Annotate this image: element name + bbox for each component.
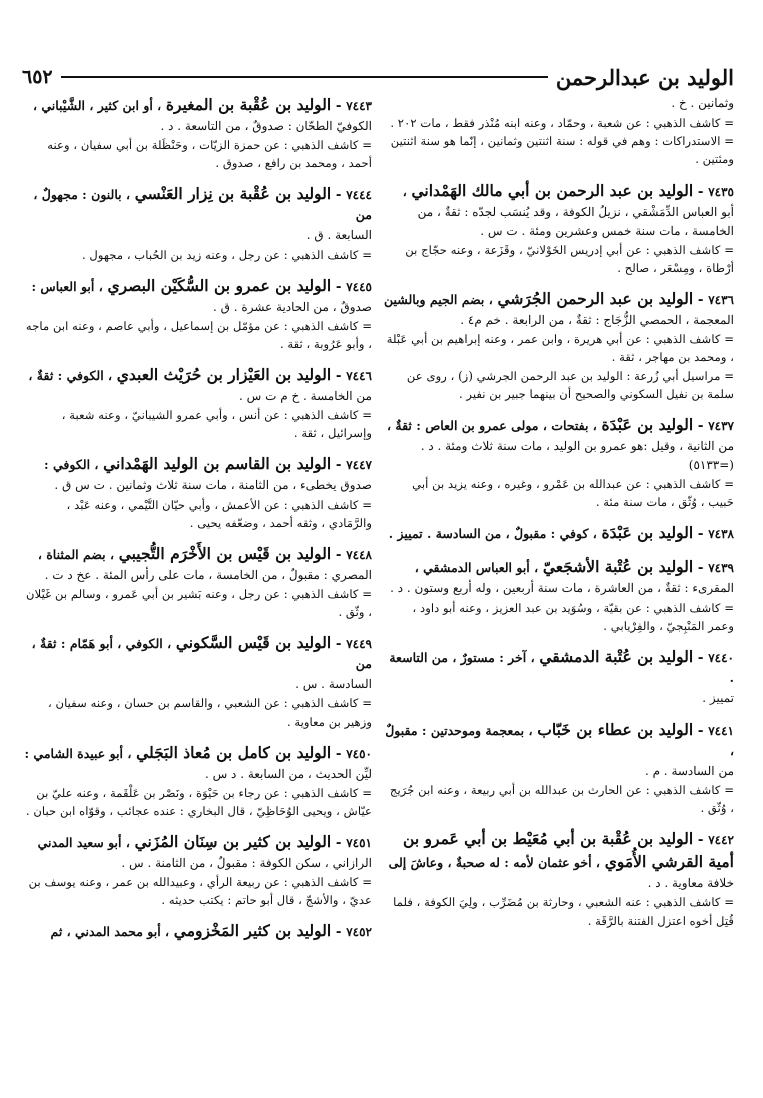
- note-text: كاشف الذهبي : عن حمزة الزيّات ، وحَنْظَلة بن أبي سفيان ، وعنه أحمد ، ومحمد بن رافع ، صدوق .: [47, 138, 372, 171]
- entry-heading: ٧٤٤٩ - الوليد بن قَيْس السَّكوني ، الكوفي ، أبو هَمّام : ثقةٌ ، من: [31, 633, 372, 672]
- note-bullet: =: [358, 696, 372, 711]
- entry-heading: ٧٤٤٢ - الوليد بن عُقْبة بن أبي مُعَيْط بن أبي عَمرو بن أمية القرشي الأُمَوي ، أخو عثمان لأمه : له صحبةٌ ، وعاشَ إلى: [388, 829, 734, 872]
- entry-name: الوليد بن كامل بن مُعاذ البَجَلي: [136, 742, 332, 762]
- entry-number: ٧٤٤٨: [346, 547, 372, 562]
- running-title: الوليد بن عبدالرحمن: [555, 64, 734, 90]
- entry-suffix: ، بضم الجيم وبالشين: [384, 292, 493, 308]
- entry-1: [384, 288, 734, 403]
- entry-number: ٧٤٣٧: [708, 418, 734, 433]
- istidrak-text: الاستدراكات : وهم في قوله : سنة اثنتين وثمانين ، إنّما هو سنة اثنتين ومئتين .: [390, 134, 734, 167]
- kashif-text: كاشف الذهبي : عن شعبة ، وحمّاد ، وعنه ابنه مُنْذر فقط ، مات ٢٠٢ .: [390, 116, 721, 131]
- entry-suffix: ، أو ابن كثير ، الشَّيْباني ،: [32, 98, 162, 113]
- entry-text: الرازاني ، سكن الكوفة : مقبولٌ ، من الثامنة . س .: [121, 856, 372, 871]
- note-bullet: =: [720, 332, 734, 347]
- entry-heading: ٧٤٤١ - الوليد بن عطاء بن خَبّاب ، بمعجمة وموحدتين : مقبولٌ ،: [385, 719, 734, 758]
- entry-number: ٧٤٤١: [708, 723, 734, 738]
- istidrak-note: [384, 132, 734, 168]
- entry-heading: ٧٤٤٧ - الوليد بن القاسم بن الوليد الهَمْداني ، الكوفي :: [44, 454, 372, 474]
- entry-heading: ٧٤٣٧ - الوليد بن عَبْدَة ، بفتحات ، مولى عمرو بن العاص : ثقةٌ ،: [386, 414, 734, 434]
- note-text: كاشف الذهبي : عن رجاء بن حَيْوَة ، ونَصْر بن عَلْقَمة ، وعنه عليّ بن عيّاش ، ويحيى الوُحَاظِيّ ، قال البخاري : عنده عجائب ، وقوّاه ابن حبان .: [25, 785, 372, 818]
- entry-suffix: ، أبو سعيد المدني: [37, 835, 130, 851]
- entry-note: [384, 367, 734, 403]
- page-number: ٦٥٢: [22, 66, 53, 88]
- note-bullet: =: [358, 785, 372, 800]
- note-bullet: =: [358, 587, 372, 602]
- entry-name: الوليد بن عُتْبة الدمشقي: [539, 646, 694, 666]
- entry-text: أبو العباس الدِّمَشْقي ، نزيلُ الكوفة ، وقد يُنسَب لجدّه : ثقةٌ ، من الخامسة ، مات سنة خمس وعشرين ومئة . ت س .: [417, 204, 734, 238]
- entry-name: الوليد بن قَيْس بن الأَخْرَم التُّجيبي: [118, 543, 332, 563]
- entry-suffix: ، أبو عبيدة الشامي :: [24, 745, 132, 761]
- entry-suffix: ، آخر : مستورٌ ، من التاسعة .: [389, 649, 734, 685]
- entry-suffix: ، بالنون : مجهولٌ ، من: [33, 187, 372, 223]
- note-text: كاشف الذهبي : عن رجل ، وعنه زيد بن الحُباب ، مجهول .: [81, 247, 359, 262]
- entry-name: الوليد بن عبد الرحمن بن أبي مالك الهَمْداني: [411, 180, 694, 200]
- entry-number: ٧٤٤٢: [708, 833, 734, 848]
- entry-note: [384, 893, 734, 929]
- entry-suffix: ، بضم المثناة ،: [37, 546, 114, 562]
- note-bullet: =: [358, 497, 372, 512]
- entry-text: صدوقٌ ، من الحادية عشرة . ق .: [213, 299, 372, 314]
- entry-2: [384, 414, 734, 512]
- note-text: كاشف الذهبي : عن أبي إدريس الخَوْلانيّ ، وقَزَعة ، وعنه حجّاج بن أرْطاة ، ومِسْعَر ، صالح .: [405, 242, 734, 276]
- entry-name: الوليد بن عَبْدَة: [601, 414, 694, 434]
- entry-4: [22, 453, 372, 531]
- entry-suffix: ، بفتحات ، مولى عمرو بن العاص : ثقةٌ ،: [386, 417, 597, 433]
- entry-0: [384, 180, 734, 278]
- header-rule: [61, 76, 548, 78]
- entry-text: خلافة معاوية . د .: [647, 876, 734, 891]
- note-text: كاشف الذهبي : عن أنس ، وأبي عمرو الشيبانيّ ، وعنه شعبة ، وإسرائيل ، ثقة .: [61, 408, 372, 441]
- entry-name: الوليد بن عَبْدَة: [601, 523, 694, 543]
- note-bullet: =: [720, 134, 734, 149]
- entry-suffix: ، أبو العباس :: [31, 278, 103, 294]
- entry-8: [22, 831, 372, 909]
- entry-heading: ٧٤٣٨ - الوليد بن عَبْدَة ، كوفي : مقبولٌ ، من السادسة . تمييز .: [388, 523, 734, 543]
- entry-note: [384, 475, 734, 511]
- entry-number: ٧٤٣٦: [708, 293, 734, 308]
- text-columns: [22, 94, 734, 1090]
- entry-suffix: ، بمعجمة وموحدتين : مقبولٌ ،: [385, 722, 734, 758]
- entry-note: [22, 873, 372, 909]
- entry-name: الوليد بن كثير بن سِنَان المُزَني: [134, 832, 332, 852]
- note-text: مراسيل أبي زُرعة : الوليد بن عبد الرحمن الجرشي (ز) ، روى عن سلمة بن نفيل السكوني والصحيح أن بينهما جبير بن نفير .: [406, 368, 734, 401]
- note-text: كاشف الذهبي : عن أبي هريرة ، وابن عمر ، وعنه إبراهيم بن أبي عَبْلة ، ومحمد بن مهاجر ، ثقة .: [386, 332, 734, 365]
- entry-name: الوليد بن القاسم بن الوليد الهَمْداني: [103, 454, 332, 474]
- entry-number: ٧٤٤٣: [346, 99, 372, 113]
- entry-note: [22, 585, 372, 621]
- continuation-line: وثمانين . خ .: [671, 96, 734, 110]
- entry-6: [384, 719, 734, 817]
- note-bullet: =: [720, 116, 734, 131]
- note-text: كاشف الذهبي : عن الحارث بن عبدالله بن أبي ربيعة ، وعنه ابن جُرَيج ، وُثّق .: [389, 783, 734, 816]
- entry-0: [22, 94, 372, 172]
- entry-text: السابعة . ق .: [306, 228, 372, 243]
- entry-7: [22, 742, 372, 820]
- note-text: كاشف الذهبي : عن ربيعة الرأي ، وعبيدالله بن عمر ، وعنه يوسف بن عديّ ، والأشجّ ، قال أبو حاتم : يكتب حديثه .: [28, 875, 372, 908]
- note-text: كاشف الذهبي : عن الشعبي ، والقاسم بن حسان ، وعنه سفيان ، وزهير بن معاوية .: [48, 696, 372, 729]
- entry-note: [384, 330, 734, 366]
- entry-heading: ٧٤٤٦ - الوليد بن العَيْزار بن حُرَيْث العبدي ، الكوفي : ثقةٌ ،: [28, 365, 372, 385]
- entry-number: ٧٤٤٥: [346, 279, 372, 294]
- entry-name: الوليد بن عُتْبة الأشجَعيّ: [542, 557, 694, 577]
- entry-note: [384, 781, 734, 817]
- note-bullet: =: [720, 368, 734, 383]
- entry-suffix: ، أبو محمد المدني ، ثم: [50, 924, 170, 940]
- entry-heading: ٧٤٤٣ - الوليد بن عُقْبة بن المغيرة ، أو ابن كثير ، الشَّيْباني ،: [32, 95, 372, 114]
- entry-name: الوليد بن عطاء بن خَبّاب: [537, 719, 694, 739]
- entry-text: الكوفيّ الطحّان : صدوقٌ ، من التاسعة . د .: [160, 118, 372, 133]
- entry-heading: ٧٤٣٦ - الوليد بن عبد الرحمن الجُرَشي ، بضم الجيم وبالشين: [384, 289, 734, 309]
- entry-text: تمييز .: [702, 690, 734, 705]
- entry-number: ٧٤٤٦: [346, 369, 372, 384]
- entry-suffix: ، أبو العباس الدمشقي ،: [414, 560, 539, 576]
- note-bullet: =: [720, 477, 734, 492]
- entry-heading: ٧٤٣٥ - الوليد بن عبد الرحمن بن أبي مالك الهَمْداني ،: [402, 180, 734, 200]
- entry-note: [22, 136, 372, 172]
- entry-1: [22, 183, 372, 263]
- note-bullet: =: [720, 783, 734, 798]
- entry-note: [22, 496, 372, 532]
- entry-name: الوليد بن كثير المَخْزومي: [173, 921, 332, 941]
- entry-5: [22, 543, 372, 621]
- note-bullet: =: [358, 318, 372, 333]
- entry-suffix: ، كوفي : مقبولٌ ، من السادسة . تمييز .: [388, 526, 597, 542]
- entry-text: صدوق يخطىء ، من الثامنة ، مات سنة ثلاث وثمانين . ت س ق .: [54, 478, 372, 493]
- entry-suffix: ، الكوفي : ثقةٌ ،: [28, 368, 113, 384]
- entry-name: الوليد بن عُقْبة بن المغيرة: [165, 95, 332, 114]
- note-bullet: =: [720, 600, 734, 615]
- entry-note: [22, 406, 372, 442]
- entry-2: [22, 275, 372, 353]
- continuation-block: [384, 94, 734, 169]
- entry-name: الوليد بن عبد الرحمن الجُرَشي: [497, 289, 694, 309]
- entry-number: ٧٤٥٢: [346, 925, 372, 940]
- kashif-note: [384, 114, 734, 132]
- entry-number: ٧٤٥٠: [346, 746, 372, 761]
- entry-note: [22, 317, 372, 353]
- entry-heading: ٧٤٥١ - الوليد بن كثير بن سِنَان المُزَني ، أبو سعيد المدني: [37, 832, 372, 852]
- note-text: كاشف الذهبي : عنه الشعبي ، وحارثة بن مُضَرِّب ، ولِيَ الكوفة ، فلما قُتِل أخوه اعتزل الفتنة بالرَّقَة .: [393, 895, 734, 928]
- note-bullet: =: [358, 408, 372, 423]
- entry-name: الوليد بن عمرو بن السُّكَيْن البصري: [107, 275, 332, 295]
- entry-9: [22, 920, 372, 943]
- entry-note: [384, 241, 734, 277]
- entry-text: من الخامسة . خ م ت س .: [239, 389, 372, 404]
- entry-text: من الثانية ، وقيل :هو عمرو بن الوليد ، مات سنة ثلاث ومئة . د . (=٥١٣٣): [420, 438, 734, 472]
- entry-number: ٧٤٤٩: [346, 637, 372, 652]
- entry-number: ٧٤٥١: [346, 836, 372, 851]
- entry-heading: ٧٤٥٠ - الوليد بن كامل بن مُعاذ البَجَلي ، أبو عبيدة الشامي :: [24, 742, 372, 762]
- entry-note: [22, 784, 372, 820]
- entry-text: المقرىء : ثقةٌ ، من العاشرة ، مات سنة أربعين ، وله أربع وستون . د .: [390, 581, 734, 596]
- entry-suffix: ،: [402, 183, 407, 199]
- right-column: [384, 94, 734, 1090]
- entry-3: [22, 364, 372, 442]
- entry-name: الوليد بن قَيْس السَّكوني: [175, 633, 332, 653]
- entry-text: ليِّن الحديث ، من السابعة . د س .: [204, 766, 372, 781]
- page-header: [22, 62, 734, 92]
- entry-heading: ٧٤٤٨ - الوليد بن قَيْس بن الأَخْرَم التُّجيبي ، بضم المثناة ،: [37, 543, 372, 563]
- note-text: كاشف الذهبي : عن مؤمّل بن إسماعيل ، وأبي عاصم ، وعنه ابن ماجه ، وأبو عَرُوبة ، ثقة .: [25, 318, 372, 351]
- entry-number: ٧٤٣٩: [708, 561, 734, 576]
- entry-number: ٧٤٣٥: [708, 184, 734, 199]
- entry-number: ٧٤٤٧: [346, 458, 372, 473]
- entry-suffix: ، الكوفي :: [44, 457, 99, 473]
- note-bullet: =: [358, 138, 372, 153]
- entry-number: ٧٤٤٤: [346, 188, 372, 203]
- note-bullet: =: [720, 242, 734, 257]
- note-bullet: =: [358, 875, 372, 890]
- note-text: كاشف الذهبي : عن رجل ، وعنه بَشير بن أبي عَمرو ، وسالم بن غَيْلان ، وثّق .: [26, 587, 372, 620]
- entry-heading: ٧٤٥٢ - الوليد بن كثير المَخْزومي ، أبو محمد المدني ، ثم: [50, 921, 372, 941]
- entry-name: الوليد بن عُقْبة بن أبي مُعَيْط بن أبي عَمرو بن أمية القرشي الأُمَوي: [403, 829, 734, 872]
- entry-text: السادسة . س .: [295, 677, 372, 692]
- entry-heading: ٧٤٤٠ - الوليد بن عُتْبة الدمشقي ، آخر : مستورٌ ، من التاسعة .: [389, 646, 734, 685]
- entry-7: [384, 828, 734, 929]
- entry-5: [384, 646, 734, 708]
- entry-heading: ٧٤٤٥ - الوليد بن عمرو بن السُّكَيْن البصري ، أبو العباس :: [31, 275, 372, 295]
- entry-number: ٧٤٣٨: [708, 527, 734, 542]
- entry-name: الوليد بن العَيْزار بن حُرَيْث العبدي: [116, 365, 332, 385]
- note-bullet: =: [720, 895, 734, 910]
- left-column: [22, 94, 372, 1090]
- entry-name: الوليد بن عُقْبة بن نِزار العَنْسي: [134, 184, 332, 204]
- entry-note: [22, 246, 372, 264]
- entry-suffix: ، أخو عثمان لأمه : له صحبةٌ ، وعاشَ إلى: [388, 855, 600, 871]
- note-text: كاشف الذهبي : عن عبدالله بن عَمْرو ، وغيره ، وعنه يزيد بن أبي حَبيب ، وُثّق ، مات سنة مئة .: [412, 477, 734, 510]
- entry-heading: ٧٤٣٩ - الوليد بن عُتْبة الأشجَعيّ ، أبو العباس الدمشقي ،: [414, 557, 734, 577]
- note-text: كاشف الذهبي : عن الأعمش ، وأبي حيّان التَّيْمي ، وعنه عَبْد ، والرَّمَادي ، وثقه أحمد ، وضعّفه يحيى .: [66, 497, 372, 530]
- entry-suffix: ، الكوفي ، أبو هَمّام : ثقةٌ ، من: [31, 636, 372, 672]
- entry-heading: ٧٤٤٤ - الوليد بن عُقْبة بن نِزار العَنْسي ، بالنون : مجهولٌ ، من: [33, 184, 372, 223]
- book-page: [22, 50, 734, 1090]
- entry-number: ٧٤٤٠: [708, 650, 734, 665]
- note-bullet: =: [358, 247, 372, 262]
- entry-text: المصري : مقبولٌ ، من الخامسة ، مات على رأس المئة . عخ د ت .: [44, 567, 372, 582]
- entry-note: [384, 599, 734, 635]
- entry-4: [384, 556, 734, 634]
- entry-text: المعجمة ، الحمصي الزُّجَاج : ثقةٌ ، من الرابعة . خم م٤ .: [460, 313, 734, 328]
- entry-text: من السادسة . م .: [644, 763, 734, 778]
- note-text: كاشف الذهبي : عن بقيّة ، وسُوَيد بن عبد العزيز ، وعنه أبو داود ، وعمر المَنْبِجيّ ، والفِرْيابي .: [412, 600, 734, 633]
- entry-3: [384, 522, 734, 545]
- entry-note: [22, 694, 372, 730]
- entry-6: [22, 632, 372, 730]
